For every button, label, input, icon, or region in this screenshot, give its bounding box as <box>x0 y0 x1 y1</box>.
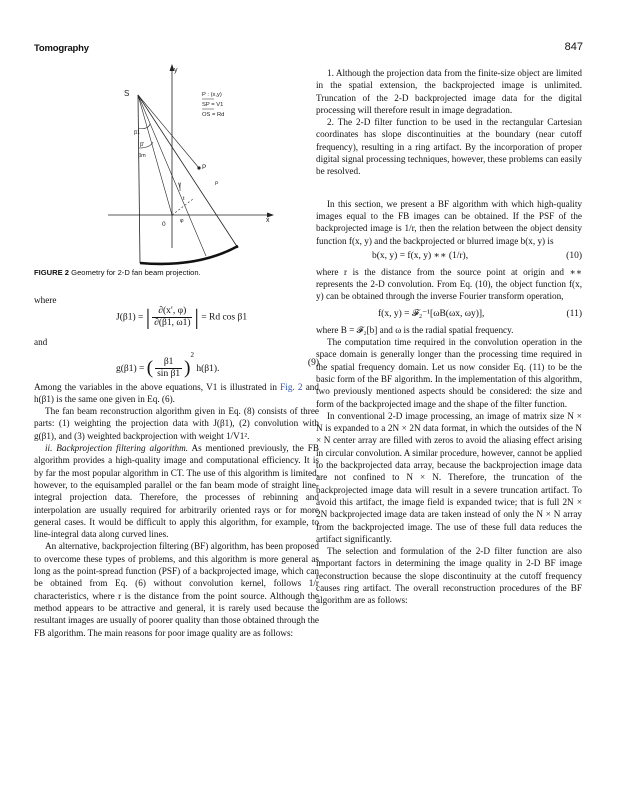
paragraph-fan-beam: The fan beam reconstruction algorithm given in Eq. (8) consists of three parts: (1) weighting the projection data with J(β1), (2) convolution with g(β1), and (3) weighted backprojection with weight 1/V1². <box>34 406 319 441</box>
origin-label: 0 <box>162 221 166 228</box>
left-column <box>34 294 319 639</box>
list-item-1: 1. Although the projection data from the finite-size object are limited in the spatial extension, the backprojected image is unlimited. Truncation of the 2-D backprojected image data for the digital processing will therefore result in image degradation. <box>316 68 582 115</box>
detector-arc <box>140 246 238 264</box>
paragraph-bf-alternative: An alternative, backprojection filtering (BF) algorithm, has been proposed to overcome these types of problems, and this algorithm is more general as long as the point-spread function (PSF) of a backprojected image, which can be obtained from Eq. (6) without convolution kernel, follows 1/r characteristics, where r is the distance from the point source. Although the method appears to be attractive and general, it is rarely used because the resultant images are usually of poorer quality than those obtained through the FB algorithm. The main reasons for poor image quality are as follows: <box>34 541 319 638</box>
paragraph-convolution: where r is the distance from the source point at origin and ∗∗ represents the 2-D convolution. From Eq. (10), the object function f(x, y) can be obtained through the inverse Fourier transform operation, <box>316 266 582 302</box>
eq-j-lhs: J(β1) = <box>116 312 144 323</box>
eq9-exp: 2 <box>190 350 194 359</box>
list-item-2: 2. The 2-D filter function to be used in the rectangular Cartesian coordinates has slope discontinuities at the boundary (near cutoff frequency), resulting in a ring artifact. By the incorporation of proper digital signal processing techniques, however, these problems can easily be resolved. <box>316 117 582 177</box>
t-label: t <box>183 196 185 202</box>
beta1-label: β1 <box>134 130 141 136</box>
paragraph-bf-intro: ii. Backprojection filtering algorithm. As mentioned previously, the FB algorithm provides a high-quality image and computational efficiency. It is by far the most popular algorithm in CT. The use of this algorithm is limited, however, to the equisampled parallel or the fan beam mode of straight line-integral projection data. Therefore, the processes of rebinning and interpolation are usually required for arbitrarily oriented rays or for more general cases. It would be difficult to apply this algorithm, for example, to line-integral data along curved lines. <box>34 443 319 540</box>
eq10-number: (10) <box>566 250 582 261</box>
paragraph-filter-selection: The selection and formulation of the 2-D filter function are also important factors in determining the image quality in 2-D BF image reconstruction because the slope discontinuity at the cutoff frequency causes ring artifact. The overall reconstruction procedures of the BF algorithm are as follows: <box>316 546 582 606</box>
figure-caption-text: Geometry for 2-D fan beam projection. <box>71 268 201 277</box>
running-head: Tomography <box>34 43 89 54</box>
rho-label: ρ <box>215 180 219 186</box>
figure-caption-label: FIGURE 2 <box>34 268 70 277</box>
point-label: P <box>202 164 207 171</box>
equation-11 <box>316 307 582 322</box>
paragraph-where-b: where B = 𝓕₂[b] and ω is the radial spatial frequency. <box>316 324 514 335</box>
legend-line-3: OS = Rd <box>202 112 225 118</box>
y-axis-label: y <box>174 67 178 74</box>
equation-9: g(β1) = ( $\frac{\beta 1}{\text{sin β1}}$ )$^2$ h(β1). (9) <box>116 350 319 379</box>
paragraph-computation-time: The computation time required in the convolution operation in the space domain is generally longer than the processing time required in the spatial frequency domain. Let us now consider Eq. (11) to be the basic form of the BF algorithm. In the implementation of this algorithm, two previously mentioned aspects should be considered: the size and form of the backprojected image and the shape of the filter function. <box>316 337 582 409</box>
ray-to-p <box>138 95 199 168</box>
eq-j-den: ∂(β1, ω1) <box>154 318 191 329</box>
source-label: S <box>124 89 130 98</box>
eq11-number: (11) <box>566 308 582 319</box>
fan-beam-figure <box>98 58 298 266</box>
paragraph-variables: Among the variables in the above equations, V1 is illustrated in Fig. 2 and h(β1) is the same one given in Eq. (6). <box>34 381 319 404</box>
page-number: 847 <box>564 41 583 53</box>
right-column <box>316 67 582 607</box>
eq-j-num: ∂(x′, φ) <box>152 306 192 318</box>
x-axis-label: x <box>266 217 270 224</box>
and-text: and <box>34 337 48 348</box>
beta-prime-label: β' <box>140 142 145 148</box>
equation-j: J(β1) = | $\frac{\partial(x', \varphi)}{\partial(\beta 1, \omega 1)}$ | = Rd cos β1 <box>116 304 248 330</box>
legend-line-1: P : (x,y) <box>202 92 222 98</box>
eq10-body: b(x, y) = f(x, y) ∗∗ (1/r), <box>372 250 469 261</box>
where-text: where <box>34 295 57 305</box>
paragraph-bf-section: In this section, we present a BF algorithm with which high-quality images equal to the FB images can be obtained. If the PSF of the backprojected image is 1/r, then the relation between the object density function f(x, y) and the backprojected or blurred image b(x, y) is <box>316 198 582 246</box>
legend-line-2: SP = V1 <box>202 102 224 108</box>
fan-ray-left <box>138 95 140 263</box>
point-p <box>197 166 200 169</box>
eq11-body: f(x, y) = 𝓕₂⁻¹[ωB(ωx, ωy)], <box>378 308 485 319</box>
fig2-link[interactable]: Fig. 2 <box>280 381 303 392</box>
eq-j-rhs: = Rd cos β1 <box>201 312 248 323</box>
eq9-lhs: g(β1) = <box>116 363 145 374</box>
equation-10 <box>316 249 582 264</box>
paragraph-conventional: In conventional 2-D image processing, an image of matrix size N × N is expanded to a 2N × 2N data format, in which the outsides of the N × N center array are filled with zeros to avoid the aliasing effect arising in circular convolution. A similar procedure, however, cannot be applied to the backprojected data array, because the backprojection image data are not confined to N × N. Therefore, the truncation of the backprojected image data will result in a severe truncation artifact. To avoid this artifact, the image field is expanded twice; that is full 2N × 2N backprojected image data are taken instead of only the N × N array from the backprojected image. The use of these full data reduces the artifact significantly. <box>316 410 582 544</box>
eq9-number: (9) <box>307 357 319 368</box>
eq9-num: β1 <box>155 357 182 369</box>
bf-heading: ii. Backprojection filtering algorithm. <box>45 443 189 454</box>
phi-label: φ <box>180 218 184 224</box>
figure-caption <box>34 268 201 277</box>
gamma-label: γ <box>178 182 181 188</box>
eq9-rhs: h(β1). <box>196 363 220 374</box>
eq9-den: sin β1 <box>157 368 181 379</box>
beta-m-label: βm <box>138 153 146 159</box>
